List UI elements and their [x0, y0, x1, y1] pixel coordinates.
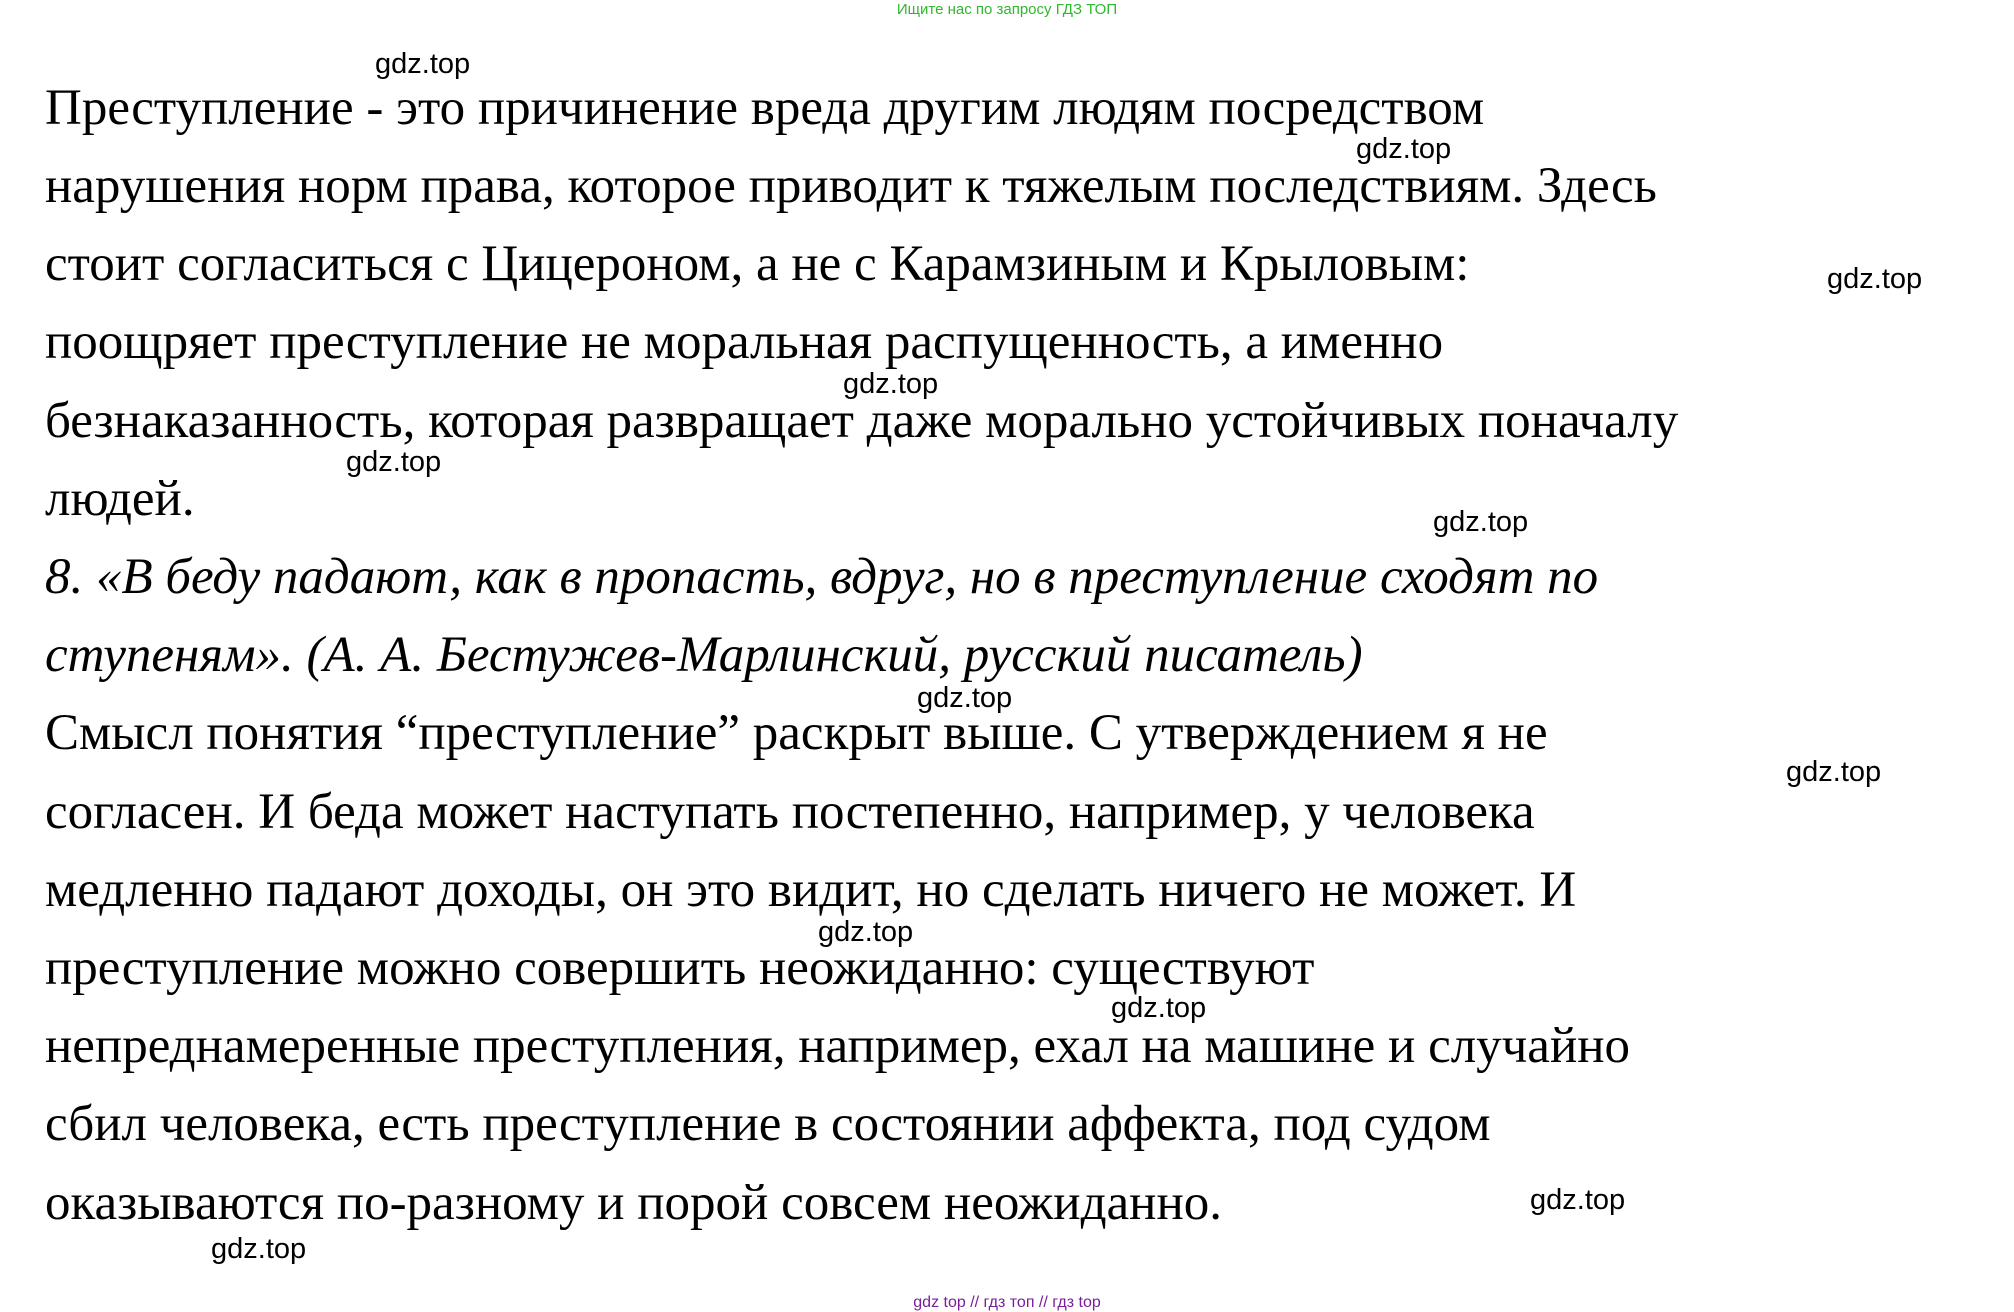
text-line: медленно падают доходы, он это видит, но сделать ничего не может. И	[45, 862, 1577, 918]
watermark: gdz.top	[375, 48, 471, 80]
watermark: gdz.top	[1111, 992, 1207, 1024]
text-line: людей.	[45, 471, 195, 527]
text-line: Смысл понятия “преступление” раскрыт выше. С утверждением я не	[45, 705, 1548, 761]
text-line: непреднамеренные преступления, например, ехал на машине и случайно	[45, 1018, 1631, 1074]
quote-line: ступеням». (А. А. Бестужев-Марлинский, русский писатель)	[45, 627, 1363, 683]
watermark: gdz.top	[211, 1233, 307, 1265]
text-line: сбил человека, есть преступление в состоянии аффекта, под судом	[45, 1096, 1491, 1152]
watermark: gdz.top	[1530, 1184, 1626, 1216]
text-line: Преступление - это причинение вреда другим людям посредством	[45, 80, 1485, 136]
watermark: gdz.top	[843, 368, 939, 400]
text-line: нарушения норм права, которое приводит к тяжелым последствиям. Здесь	[45, 158, 1657, 214]
watermark: gdz.top	[1786, 756, 1882, 788]
watermark: gdz.top	[346, 446, 442, 478]
quote-line: 8. «В беду падают, как в пропасть, вдруг, но в преступление сходят по	[45, 549, 1599, 605]
text-line: преступление можно совершить неожиданно: существуют	[45, 940, 1315, 996]
text-line: безнаказанность, которая развращает даже морально устойчивых поначалу	[45, 393, 1679, 449]
text-line: оказываются по-разному и порой совсем неожиданно.	[45, 1175, 1223, 1231]
watermark: gdz.top	[1433, 506, 1529, 538]
watermark: gdz.top	[1827, 263, 1923, 295]
text-line: поощряет преступление не моральная распущенность, а именно	[45, 314, 1444, 370]
watermark: gdz.top	[818, 916, 914, 948]
text-line: стоит согласиться с Цицероном, а не с Карамзиным и Крыловым:	[45, 236, 1470, 292]
watermark: gdz.top	[917, 682, 1013, 714]
text-line: согласен. И беда может наступать постепенно, например, у человека	[45, 784, 1535, 840]
footer-watermark: gdz top // гдз топ // гдз top	[913, 1294, 1101, 1311]
watermark: gdz.top	[1356, 133, 1452, 165]
top-banner: Ищите нас по запросу ГДЗ ТОП	[896, 1, 1118, 18]
